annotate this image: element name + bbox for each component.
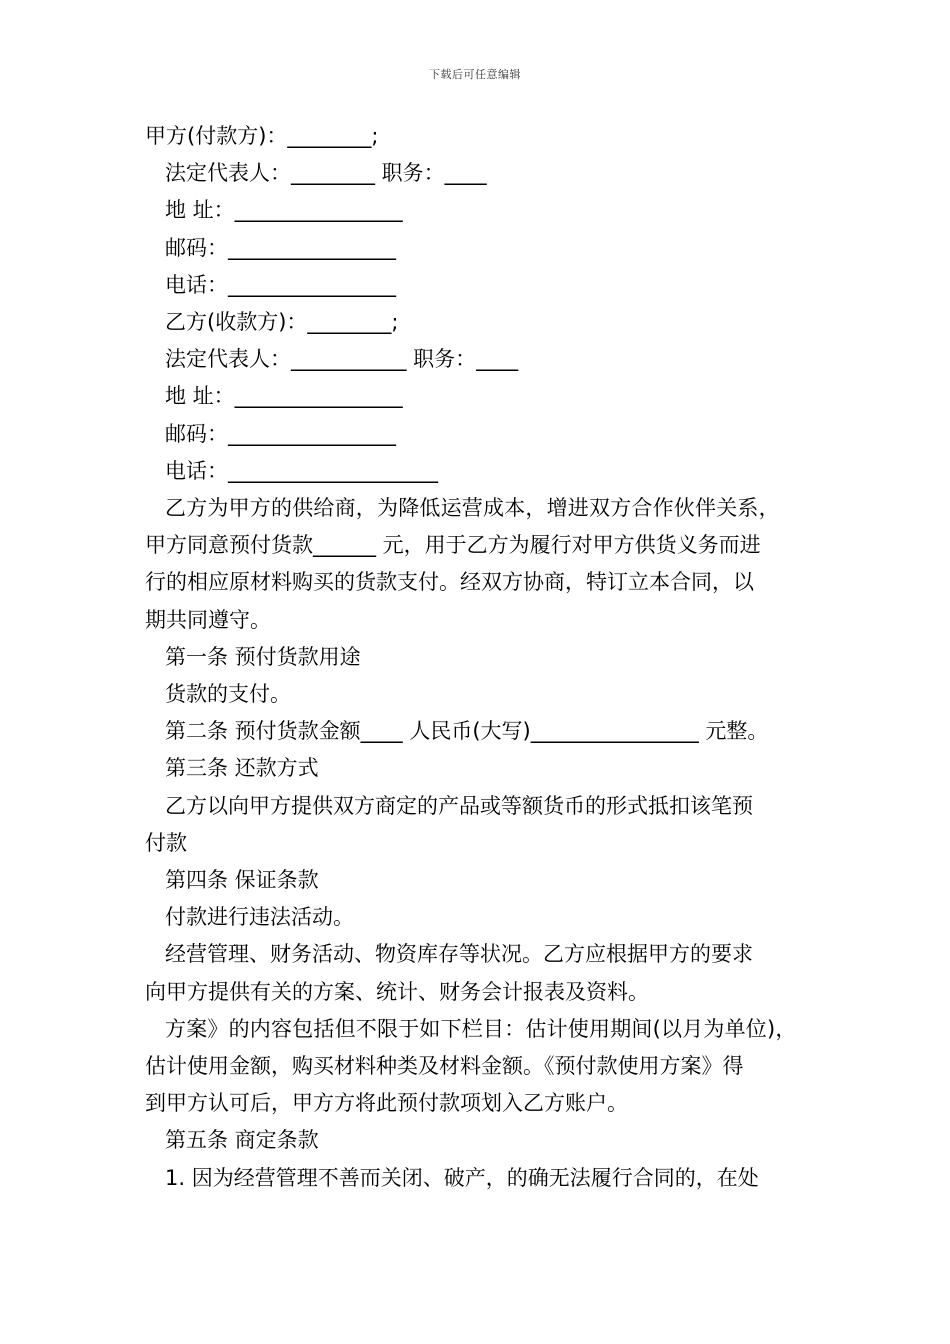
party-a-postcode: 邮码：________________: [165, 235, 396, 260]
article-4-text-2-line-1: 经营管理、财务活动、物资库存等状况。乙方应根据甲方的要求: [165, 942, 753, 967]
preamble-line-4: 期共同遵守。: [145, 607, 271, 632]
article-3-text-line-2: 付款: [145, 830, 187, 855]
article-5-heading: 第五条 商定条款: [165, 1128, 319, 1153]
page-header-note: 下载后可任意编辑: [429, 68, 521, 81]
article-4-text-1: 付款进行违法活动。: [165, 905, 354, 930]
party-a-title: 甲方(付款方)：________;: [145, 124, 379, 148]
article-1-text: 货款的支付。: [165, 682, 291, 707]
article-3-heading: 第三条 还款方式: [165, 756, 319, 781]
article-2-heading: 第二条 预付货款金额____ 人民币(大写)________________ 元整。: [165, 719, 769, 744]
preamble-line-1: 乙方为甲方的供给商，为降低运营成本，增进双方合作伙伴关系，: [165, 496, 780, 521]
party-b-postcode: 邮码：________________: [165, 421, 396, 446]
party-b-phone: 电话：____________________: [165, 458, 438, 483]
party-b-title: 乙方(收款方)：________;: [165, 310, 399, 335]
article-4-heading: 第四条 保证条款: [165, 868, 319, 893]
preamble-line-2: 甲方同意预付货款______ 元，用于乙方为履行对甲方供货义务而进: [145, 533, 761, 558]
article-1-heading: 第一条 预付货款用途: [165, 644, 361, 669]
article-3-text-line-1: 乙方以向甲方提供双方商定的产品或等额货币的形式抵扣该笔预: [165, 793, 753, 818]
article-5-item-1: 1. 因为经营管理不善而关闭、破产，的确无法履行合同的，在处: [165, 1165, 759, 1190]
party-b-representative: 法定代表人：___________ 职务：____: [165, 347, 519, 372]
article-4-text-3-line-2: 估计使用金额，购买材料种类及材料金额。《预付款使用方案》得: [145, 1054, 744, 1079]
article-4-text-2-line-2: 向甲方提供有关的方案、统计、财务会计报表及资料。: [145, 979, 649, 1004]
party-a-representative: 法定代表人：________ 职务：____: [165, 161, 487, 186]
party-b-address: 地 址：________________: [165, 384, 403, 409]
party-a-phone: 电话：________________: [165, 272, 396, 297]
article-4-text-3-line-1: 方案》的内容包括但不限于如下栏目：估计使用期间(以月为单位)，: [165, 1016, 797, 1041]
article-4-text-3-line-3: 到甲方认可后，甲方方将此预付款项划入乙方账户。: [145, 1091, 628, 1116]
contract-body: [145, 118, 815, 1197]
preamble-line-3: 行的相应原材料购买的货款支付。经双方协商，特订立本合同，以: [145, 570, 754, 595]
party-a-address: 地 址：________________: [165, 198, 403, 223]
